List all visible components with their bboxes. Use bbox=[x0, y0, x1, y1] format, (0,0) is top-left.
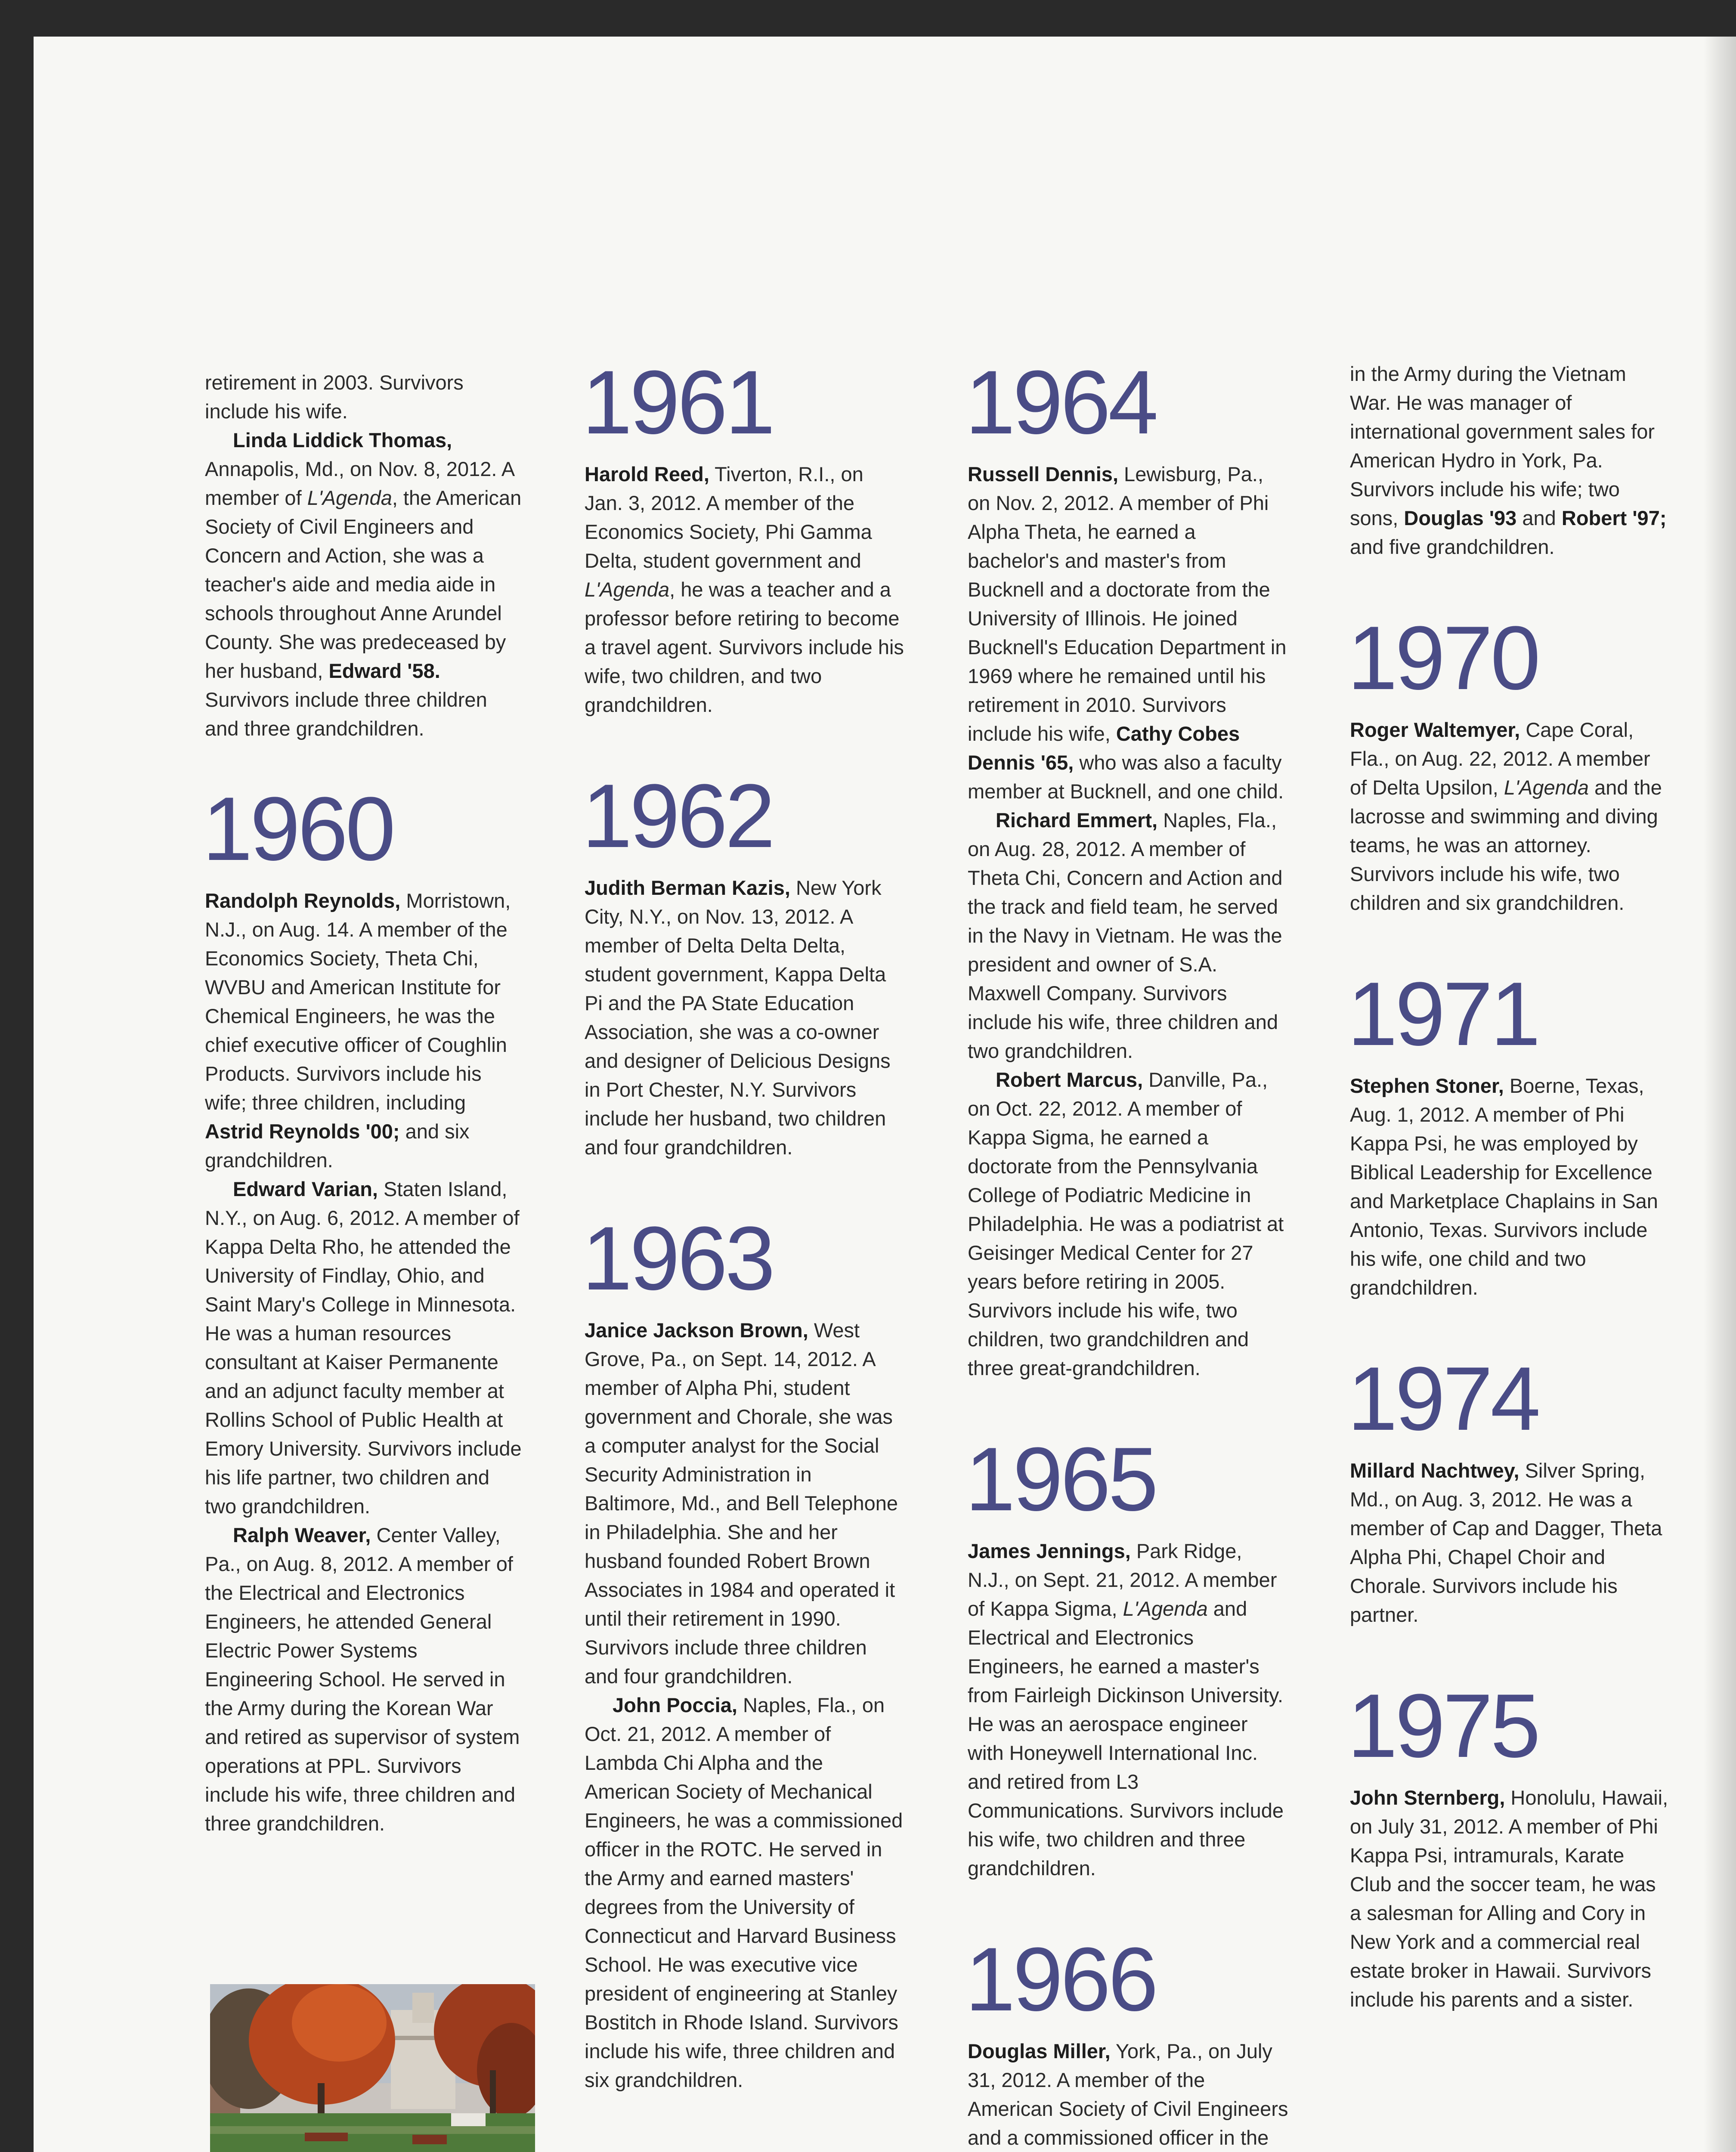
obituary-edward-varian: Edward Varian, Staten Island, N.Y., on Aug. 6, 2012. A member of Kappa Delta Rho, he attended the University of Findlay, Ohio, and Saint Mary's College in Minnesota. He was a human resources consultant at Kaiser Permanente and an adjunct faculty member at Rollins School of Public Health at Emory University. Survivors include his life partner, two children and two grandchildren. bbox=[205, 1178, 522, 1518]
obituary-richard-emmert: Richard Emmert, Naples, Fla., on Aug. 28, 2012. A member of Theta Chi, Concern and Action and the track and field team, he served in the Navy in Vietnam. He was the president and owner of S.A. Maxwell Company. Survivors include his wife, three children and two grandchildren. bbox=[968, 809, 1283, 1062]
class-year-1970: 1970 bbox=[1347, 607, 1538, 708]
obituary-douglas-miller: Douglas Miller, York, Pa., on July 31, 2012. A member of the American Society of Civil Engineers and a commissioned officer in the bbox=[968, 2040, 1288, 2149]
obituary-stephen-stoner: Stephen Stoner, Boerne, Texas, Aug. 1, 2012. A member of Phi Kappa Psi, he was employed by Biblical Leadership for Excellence and Marketplace Chaplains in San Antonio, Texas. Survivors include his wife, one child and two grandchildren. bbox=[1350, 1074, 1658, 1299]
column-3 bbox=[965, 352, 1288, 2152]
campus-photo-icon bbox=[210, 1984, 535, 2152]
class-year-1960: 1960 bbox=[202, 778, 393, 879]
class-year-1963: 1963 bbox=[582, 1208, 773, 1309]
column-2 bbox=[582, 352, 905, 2094]
obituary-john-poccia: John Poccia, Naples, Fla., on Oct. 21, 2012. A member of Lambda Chi Alpha and the American Society of Mechanical Engineers, he was a commissioned officer in the ROTC. He served in the Army and earned masters' degrees from the University of Connecticut and Harvard Business School. He was executive vice president of engineering at Stanley Bostitch in Rhode Island. Survivors include his wife, three children and six grandchildren. bbox=[585, 1694, 903, 2091]
class-year-1961: 1961 bbox=[582, 352, 773, 453]
class-year-1965: 1965 bbox=[965, 1428, 1156, 1530]
obituary-roger-waltemyer: Roger Waltemyer, Cape Coral, Fla., on Aug. 22, 2012. A member of Delta Upsilon, L'Agenda and the lacrosse and swimming and diving teams, he was an attorney. Survivors include his wife, two children and six grandchildren. bbox=[1350, 718, 1662, 914]
obituary-judith-berman-kazis: Judith Berman Kazis, New York City, N.Y., on Nov. 13, 2012. A member of Delta Delta Delta, student government, Kappa Delta Pi and the PA State Education Association, she was a co-owner and designer of Delicious Designs in Port Chester, N.Y. Survivors include her husband, two children and four grandchildren. bbox=[585, 876, 891, 1159]
obituary-james-jennings: James Jennings, Park Ridge, N.J., on Sept. 21, 2012. A member of Kappa Sigma, L'Agenda and Electrical and Electronics Engineers, he earned a master's from Fairleigh Dickinson University. He was an aerospace engineer with Honeywell International Inc. and retired from L3 Communications. Survivors include his wife, two children and three grandchildren. bbox=[968, 1540, 1284, 1880]
class-year-1964: 1964 bbox=[965, 352, 1156, 453]
class-year-1974: 1974 bbox=[1347, 1348, 1538, 1449]
obituary-continued: retirement in 2003. Survivors include his wife. bbox=[205, 371, 464, 423]
class-year-1975: 1975 bbox=[1347, 1675, 1538, 1776]
column-4 bbox=[1347, 359, 1671, 2014]
class-year-1962: 1962 bbox=[582, 765, 773, 866]
class-year-1966: 1966 bbox=[965, 1929, 1156, 2030]
page-fold-shadow bbox=[1704, 37, 1736, 2152]
obituary-russell-dennis: Russell Dennis, Lewisburg, Pa., on Nov. 2, 2012. A member of Phi Alpha Theta, he earned a bachelor's and master's from Bucknell and a doctorate from the University of Illinois. He joined Bucknell's Education Department in 1969 where he remained until his retirement in 2010. Survivors include his wife, Cathy Cobes Dennis '65, who was also a faculty member at Bucknell, and one child. bbox=[968, 463, 1287, 803]
obituary-millard-nachtwey: Millard Nachtwey, Silver Spring, Md., on Aug. 3, 2012. He was a member of Cap and Dagger, Theta Alpha Phi, Chapel Choir and Chorale. Survivors include his partner. bbox=[1350, 1459, 1662, 1626]
obituary-douglas-miller-continued: in the Army during the Vietnam War. He was manager of international government sales for American Hydro in York, Pa. Survivors include his wife; two sons, Douglas '93 and Robert '97; and five grandchildren. bbox=[1350, 362, 1667, 558]
obituary-harold-reed: Harold Reed, Tiverton, R.I., on Jan. 3, 2012. A member of the Economics Society, Phi Gamma Delta, student government and L'Agenda, he was a teacher and a professor before retiring to become a travel agent. Survivors include his wife, two children, and two grandchildren. bbox=[585, 463, 904, 716]
class-year-1971: 1971 bbox=[1347, 963, 1538, 1064]
obituary-ralph-weaver: Ralph Weaver, Center Valley, Pa., on Aug. 8, 2012. A member of the Electrical and Electronics Engineers, he attended General Electric Power Systems Engineering School. He served in the Army during the Korean War and retired as supervisor of system operations at PPL. Survivors include his wife, three children and three grandchildren. bbox=[205, 1524, 520, 1835]
obituary-randolph-reynolds: Randolph Reynolds, Morristown, N.J., on Aug. 14. A member of the Economics Society, Theta Chi, WVBU and American Institute for Chemical Engineers, he was the chief executive officer of Coughlin Products. Survivors include his wife; three children, including Astrid Reynolds '00; and six grandchildren. bbox=[205, 889, 511, 1172]
campus-autumn-photo bbox=[210, 1984, 535, 2152]
obituary-linda-liddick-thomas: Linda Liddick Thomas, Annapolis, Md., on Nov. 8, 2012. A member of L'Agenda, the American Society of Civil Engineers and Concern and Action, she was a teacher's aide and media aide in schools throughout Anne Arundel County. She was predeceased by her husband, Edward '58. Survivors include three children and three grandchildren. bbox=[205, 429, 522, 740]
obituary-john-sternberg: John Sternberg, Honolulu, Hawaii, on July 31, 2012. A member of Phi Kappa Psi, intramurals, Karate Club and the soccer team, he was a salesman for Alling and Cory in New York and a commercial real estate broker in Hawaii. Survivors include his parents and a sister. bbox=[1350, 1786, 1668, 2011]
magazine-page bbox=[34, 37, 1736, 2152]
obituary-janice-jackson-brown: Janice Jackson Brown, West Grove, Pa., on Sept. 14, 2012. A member of Alpha Phi, student government and Chorale, she was a computer analyst for the Social Security Administration in Baltimore, Md., and Bell Telephone in Philadelphia. She and her husband founded Robert Brown Associates in 1984 and operated it until their retirement in 1990. Survivors include three children and four grandchildren. bbox=[585, 1319, 898, 1688]
obituary-robert-marcus: Robert Marcus, Danville, Pa., on Oct. 22, 2012. A member of Kappa Sigma, he earned a doctorate from the Pennsylvania College of Podiatric Medicine in Philadelphia. He was a podiatrist at Geisinger Medical Center for 27 years before retiring in 2005. Survivors include his wife, two children, two grandchildren and three great-grandchildren. bbox=[968, 1068, 1284, 1379]
column-1 bbox=[202, 368, 526, 1838]
